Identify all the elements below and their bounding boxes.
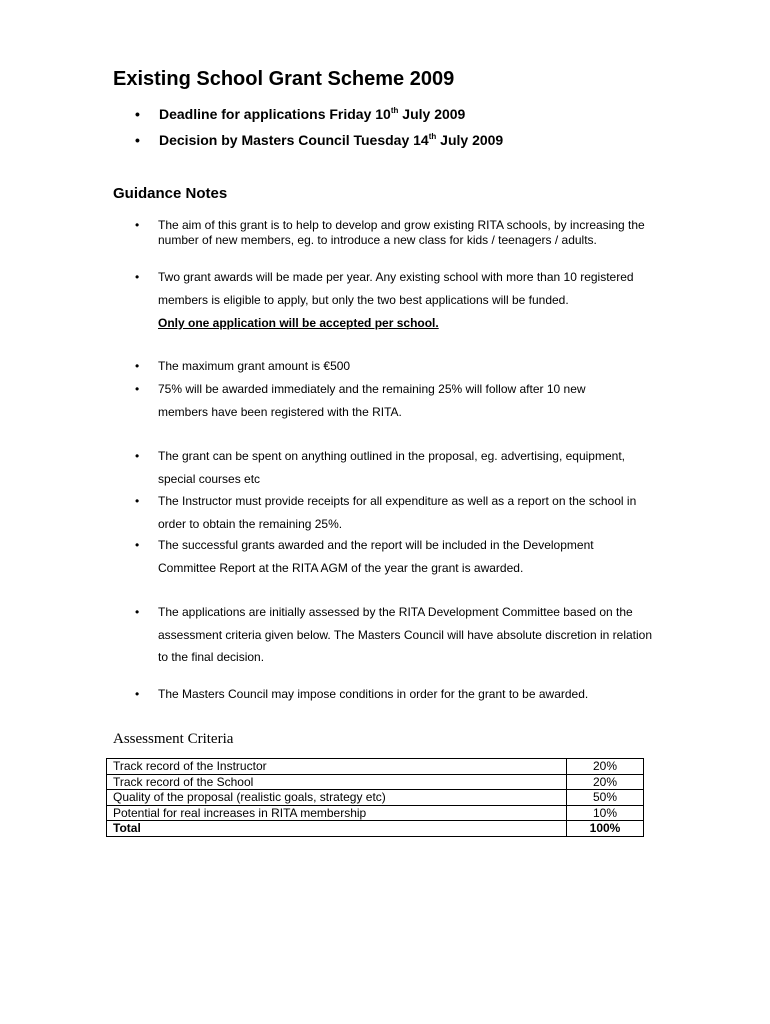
criterion-weight: 50% bbox=[567, 790, 644, 806]
criterion-label: Track record of the School bbox=[107, 774, 567, 790]
bullet: • bbox=[135, 382, 140, 396]
bullet: • bbox=[135, 687, 140, 701]
one-application-text: Only one application will be accepted per school. bbox=[158, 316, 439, 330]
criterion-weight: 20% bbox=[567, 759, 644, 775]
bullet: • bbox=[135, 605, 140, 619]
guidance-text: The grant can be spent on anything outlined in the proposal, eg. advertising, equipment, special courses etc bbox=[158, 449, 625, 486]
decision-ordinal: th bbox=[428, 132, 437, 141]
decision-item bbox=[135, 132, 503, 148]
deadline-item bbox=[135, 106, 465, 122]
table-row bbox=[107, 790, 644, 806]
deadline-text: Deadline for applications Friday 10 bbox=[159, 106, 391, 122]
table-total-row bbox=[107, 821, 644, 837]
bullet: • bbox=[135, 538, 140, 552]
deadline-ordinal: th bbox=[390, 106, 399, 115]
criterion-label: Quality of the proposal (realistic goals, strategy etc) bbox=[107, 790, 567, 806]
criterion-label: Track record of the Instructor bbox=[107, 759, 567, 775]
total-label: Total bbox=[107, 821, 567, 837]
guidance-text: The successful grants awarded and the report will be included in the Development Committee Report at the RITA AGM of the year the grant is awarded. bbox=[158, 538, 594, 575]
bullet: • bbox=[135, 218, 140, 232]
table-row bbox=[107, 774, 644, 790]
guidance-text: The applications are initially assessed by the RITA Development Committee based on the assessment criteria given below. The Masters Council will have absolute discretion in relation to the final decision. bbox=[158, 605, 653, 664]
bullet: • bbox=[135, 494, 140, 508]
criterion-weight: 10% bbox=[567, 805, 644, 821]
bullet: • bbox=[135, 270, 140, 284]
assessment-criteria-table bbox=[106, 758, 644, 837]
total-weight: 100% bbox=[567, 821, 644, 837]
bullet: • bbox=[135, 132, 140, 148]
bullet: • bbox=[135, 106, 140, 122]
one-application-note bbox=[158, 316, 678, 330]
page-title: Existing School Grant Scheme 2009 bbox=[113, 68, 455, 90]
table-row bbox=[107, 805, 644, 821]
table-row bbox=[107, 759, 644, 775]
guidance-text: Two grant awards will be made per year. Any existing school with more than 10 registered members is eligible to apply, but only the two best applications will be funded. bbox=[158, 270, 634, 307]
criterion-weight: 20% bbox=[567, 774, 644, 790]
decision-text: Decision by Masters Council Tuesday 14 bbox=[159, 132, 429, 148]
assessment-criteria-heading: Assessment Criteria bbox=[113, 731, 234, 747]
guidance-text: The aim of this grant is to help to develop and grow existing RITA schools, by increasing the number of new members, eg. to introduce a new class for kids / teenagers / adults. bbox=[158, 218, 645, 247]
criterion-label: Potential for real increases in RITA membership bbox=[107, 805, 567, 821]
guidance-text: The Instructor must provide receipts for all expenditure as well as a report on the school in order to obtain the remaining 25%. bbox=[158, 494, 637, 531]
bullet: • bbox=[135, 359, 140, 373]
guidance-text: 75% will be awarded immediately and the remaining 25% will follow after 10 new members have been registered with the RITA. bbox=[158, 382, 586, 419]
bullet: • bbox=[135, 449, 140, 463]
decision-month: July 2009 bbox=[436, 132, 504, 148]
guidance-text: The maximum grant amount is €500 bbox=[158, 359, 351, 373]
deadline-month: July 2009 bbox=[398, 106, 466, 122]
guidance-text: The Masters Council may impose conditions in order for the grant to be awarded. bbox=[158, 687, 589, 701]
guidance-heading: Guidance Notes bbox=[113, 185, 228, 202]
